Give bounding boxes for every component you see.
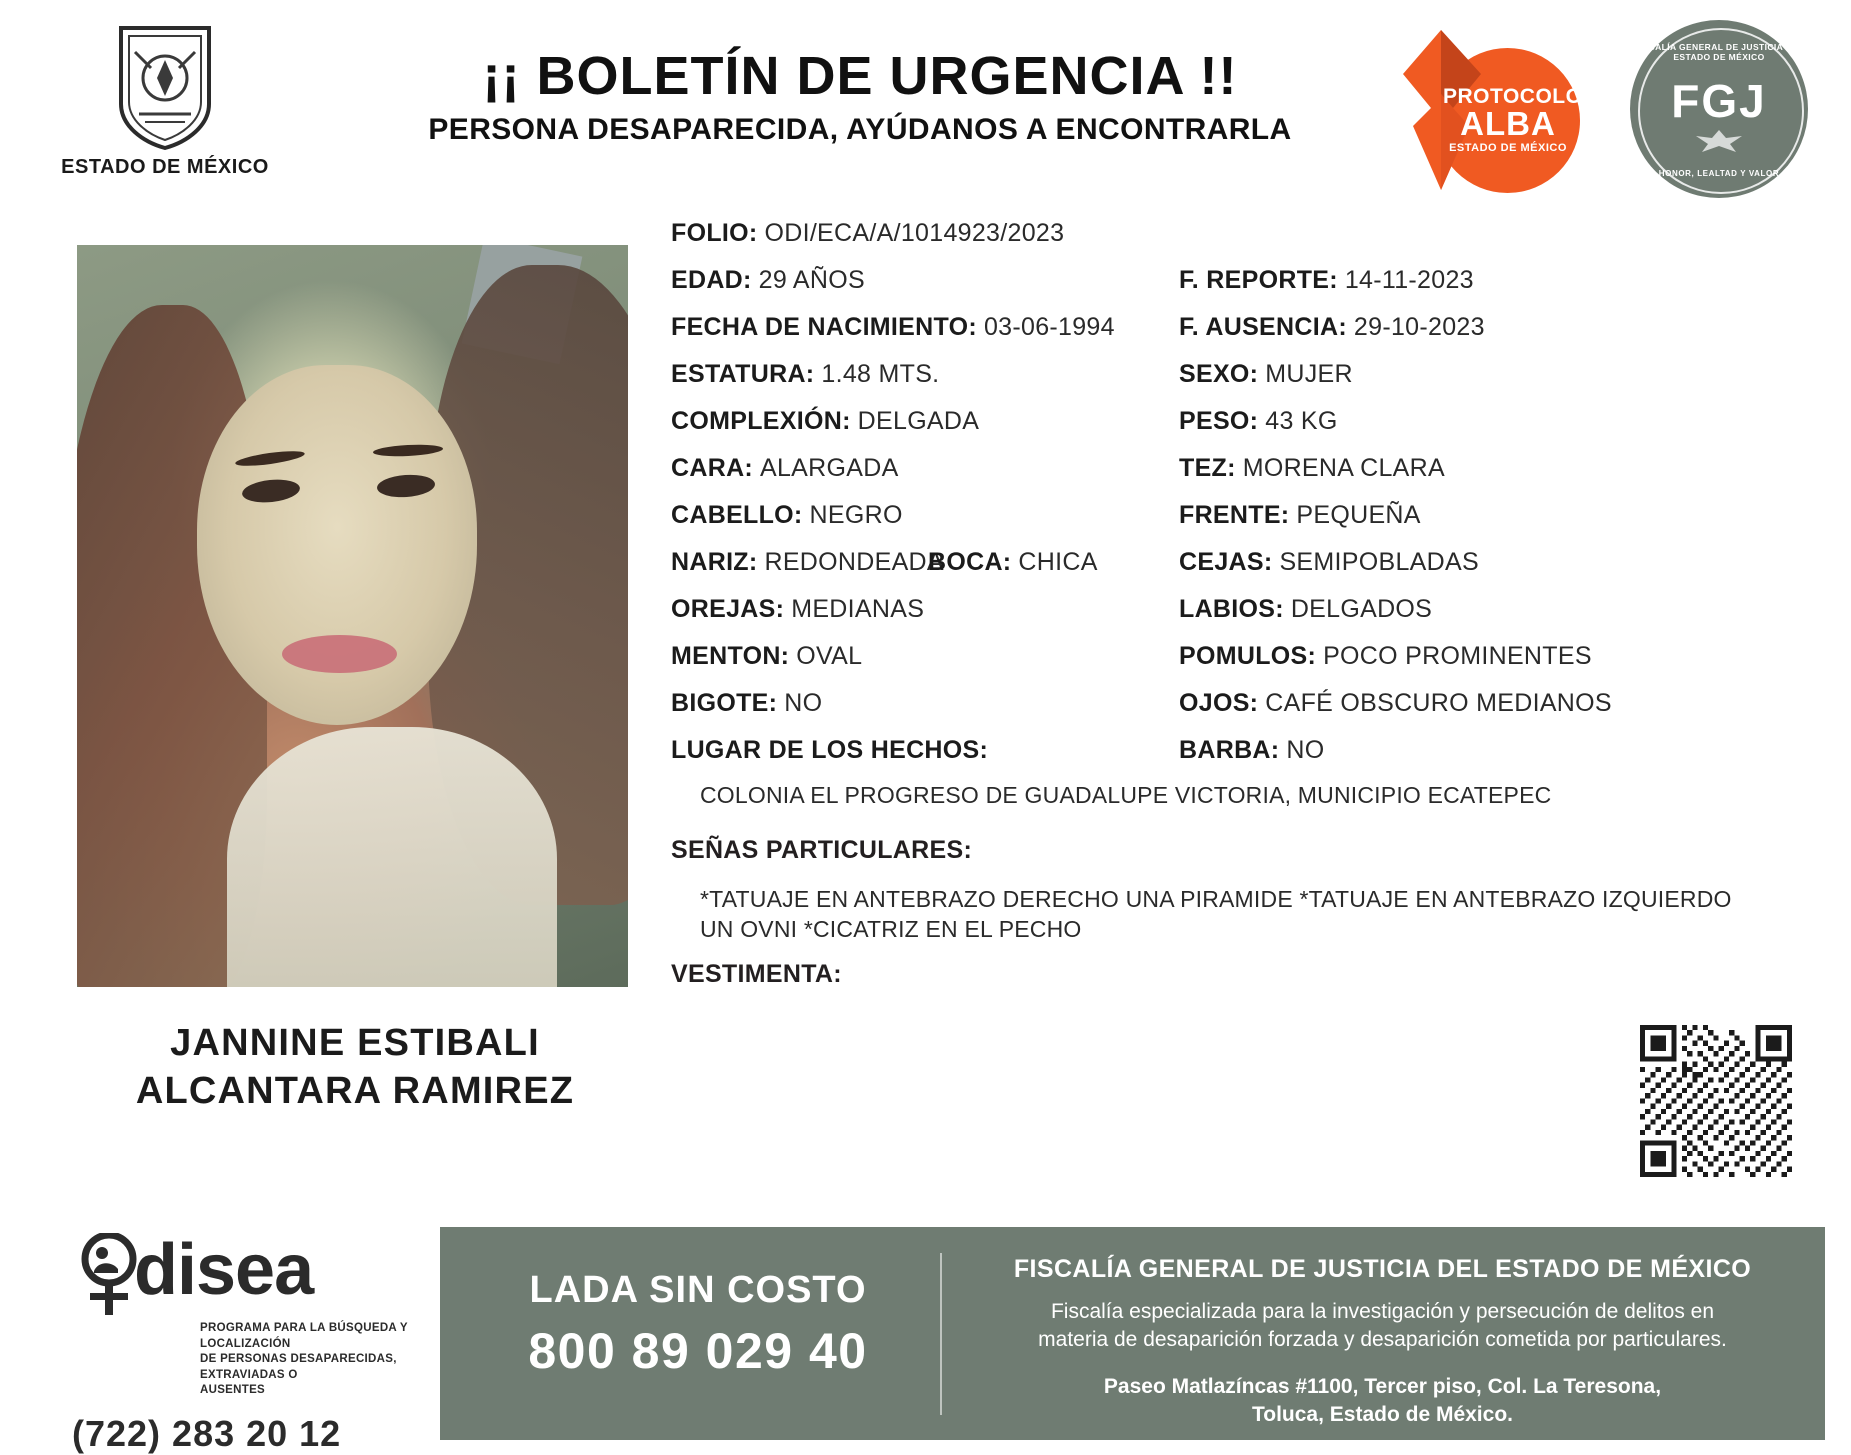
disea-description: [200, 1321, 452, 1399]
value-menton: OVAL: [796, 642, 863, 670]
detail-row-folio: [660, 218, 1800, 265]
disea-description-line3: AUSENTES: [200, 1384, 266, 1397]
value-pomulos: POCO PROMINENTES: [1323, 642, 1592, 670]
disea-wordmark-text: disea: [134, 1230, 314, 1310]
label-ojos: OJOS:: [1179, 689, 1259, 717]
label-sexo: SEXO:: [1179, 360, 1259, 388]
label-cabello: CABELLO:: [671, 501, 803, 529]
disea-phone[interactable]: (722) 283 20 12: [72, 1412, 342, 1454]
institution-address-line2: Toluca, Estado de México.: [1251, 1403, 1513, 1427]
value-ojos: CAFÉ OBSCURO MEDIANOS: [1265, 689, 1612, 717]
institution-description-line1: Fiscalía especializada para la investigación y persecución de delitos en: [1050, 1300, 1715, 1323]
disea-description-line1: PROGRAMA PARA LA BÚSQUEDA Y LOCALIZACIÓN: [200, 1322, 408, 1350]
value-complexion: DELGADA: [857, 407, 980, 435]
label-fecha-nacimiento: FECHA DE NACIMIENTO:: [671, 313, 977, 341]
disea-wordmark: [72, 1230, 452, 1317]
poster-footer: [0, 1215, 1851, 1454]
detail-row-orejas-labios: [660, 594, 1800, 641]
detail-row-lugar-barba: [660, 735, 1800, 782]
label-bigote: BIGOTE:: [671, 689, 778, 717]
detail-row-lugar-value: [660, 782, 1800, 836]
value-bigote: NO: [784, 689, 823, 717]
value-boca: CHICA: [1018, 548, 1098, 576]
label-frente: FRENTE:: [1179, 501, 1290, 529]
header-titles: [330, 48, 1390, 147]
person-name: [60, 1020, 650, 1115]
label-f-ausencia: F. AUSENCIA:: [1179, 313, 1347, 341]
person-name-line1: JANNINE ESTIBALI: [170, 1022, 540, 1064]
person-details: [660, 218, 1800, 1008]
value-cabello: NEGRO: [809, 501, 903, 529]
label-peso: PESO:: [1179, 407, 1259, 435]
state-emblem: [60, 22, 270, 179]
state-emblem-label: ESTADO DE MÉXICO: [61, 156, 269, 178]
detail-row-senas-title: [660, 836, 1800, 884]
label-labios: LABIOS:: [1179, 595, 1284, 623]
label-senas-particulares: SEÑAS PARTICULARES:: [671, 836, 973, 864]
label-f-reporte: F. REPORTE:: [1179, 266, 1338, 294]
fgj-seal-bottom-text: HONOR, LEALTAD Y VALOR: [1658, 169, 1780, 178]
value-sexo: MUJER: [1265, 360, 1353, 388]
detail-row-estatura-sexo: [660, 359, 1800, 406]
detail-row-cara-tez: [660, 453, 1800, 500]
value-senas-particulares: *TATUAJE EN ANTEBRAZO DERECHO UNA PIRAMIDE *TATUAJE EN ANTEBRAZO IZQUIERDO UN OVNI *CICATRIZ EN EL PECHO: [700, 886, 1732, 942]
page-title: ¡¡ BOLETÍN DE URGENCIA !!: [482, 46, 1238, 106]
label-lugar-hechos: LUGAR DE LOS HECHOS:: [671, 736, 989, 764]
label-folio: FOLIO:: [671, 219, 758, 247]
value-fecha-nacimiento: 03-06-1994: [983, 313, 1115, 341]
value-nariz: REDONDEADA: [764, 548, 944, 576]
detail-row-senas-value: [660, 884, 1800, 960]
fgj-seal: [1630, 20, 1808, 198]
toll-free-number[interactable]: 800 89 029 40: [528, 1323, 868, 1379]
value-f-reporte: 14-11-2023: [1344, 266, 1474, 294]
disea-description-line2: DE PERSONAS DESAPARECIDAS, EXTRAVIADAS O: [200, 1353, 397, 1381]
value-orejas: MEDIANAS: [791, 595, 925, 623]
value-peso: 43 KG: [1265, 407, 1338, 435]
label-complexion: COMPLEXIÓN:: [671, 407, 851, 435]
page-subtitle: PERSONA DESAPARECIDA, AYÚDANOS A ENCONTRARLA: [428, 112, 1292, 146]
label-tez: TEZ:: [1179, 454, 1236, 482]
value-cara: ALARGADA: [760, 454, 899, 482]
person-name-line2: ALCANTARA RAMIREZ: [135, 1069, 575, 1112]
institution-description: [960, 1298, 1805, 1355]
detail-row-edad-reporte: [660, 265, 1800, 312]
value-edad: 29 AÑOS: [758, 266, 865, 294]
value-lugar-hechos: COLONIA EL PROGRESO DE GUADALUPE VICTORIA, MUNICIPIO ECATEPEC: [700, 782, 1552, 808]
label-boca: BOCA:: [928, 548, 1012, 576]
photo-clothing: [227, 727, 557, 987]
panel-divider: [940, 1253, 942, 1415]
fgj-seal-acronym: FGJ: [1671, 75, 1767, 127]
label-vestimenta: VESTIMENTA:: [671, 960, 842, 988]
disea-logo: [72, 1230, 452, 1455]
detail-row-nariz-boca-cejas: [660, 547, 1800, 594]
detail-row-bigote-ojos: [660, 688, 1800, 735]
institution-address: [960, 1373, 1805, 1430]
detail-row-nacimiento-ausencia: [660, 312, 1800, 359]
fgj-seal-top-text: FISCALÍA GENERAL DE JUSTICIA DEL ESTADO DE MÉXICO: [1634, 42, 1804, 62]
label-menton: MENTON:: [671, 642, 790, 670]
value-estatura: 1.48 MTS.: [821, 360, 940, 388]
detail-row-vestimenta: [660, 960, 1800, 1008]
eagle-icon: [1692, 128, 1746, 154]
label-nariz: NARIZ:: [671, 548, 758, 576]
toll-free-label: LADA SIN COSTO: [529, 1269, 867, 1311]
alba-line1: PROTOCOLO: [1443, 85, 1583, 108]
institution-address-line1: Paseo Matlazíncas #1100, Tercer piso, Col. La Teresona,: [1103, 1374, 1662, 1398]
detail-row-complexion-peso: [660, 406, 1800, 453]
value-tez: MORENA CLARA: [1242, 454, 1445, 482]
qr-code[interactable]: [1640, 1025, 1792, 1177]
protocolo-alba-badge: [1395, 24, 1595, 194]
label-edad: EDAD:: [671, 266, 752, 294]
alba-line2: ALBA: [1460, 105, 1556, 142]
institution-description-line2: materia de desaparición forzada y desaparición cometida por particulares.: [1038, 1328, 1727, 1352]
institution-title: FISCALÍA GENERAL DE JUSTICIA DEL ESTADO DE MÉXICO: [1013, 1255, 1752, 1283]
label-cejas: CEJAS:: [1179, 548, 1273, 576]
label-pomulos: POMULOS:: [1179, 642, 1317, 670]
person-photo: [77, 245, 628, 987]
alba-line3: ESTADO DE MÉXICO: [1449, 142, 1567, 154]
contact-panel: [440, 1227, 1825, 1440]
label-barba: BARBA:: [1179, 736, 1280, 764]
value-barba: NO: [1286, 736, 1325, 764]
value-labios: DELGADOS: [1290, 595, 1433, 623]
poster-header: [0, 0, 1851, 215]
institution-block: [960, 1255, 1805, 1429]
detail-row-menton-pomulos: [660, 641, 1800, 688]
label-estatura: ESTATURA:: [671, 360, 815, 388]
photo-lips: [282, 635, 397, 673]
label-orejas: OREJAS:: [671, 595, 785, 623]
detail-row-cabello-frente: [660, 500, 1800, 547]
value-folio: ODI/ECA/A/1014923/2023: [764, 219, 1065, 247]
value-f-ausencia: 29-10-2023: [1353, 313, 1485, 341]
value-cejas: SEMIPOBLADAS: [1279, 548, 1479, 576]
alba-text: [1443, 85, 1583, 154]
value-frente: PEQUEÑA: [1296, 501, 1421, 529]
toll-free-block: [468, 1269, 928, 1380]
state-shield-icon: [111, 22, 219, 150]
label-cara: CARA:: [671, 454, 754, 482]
